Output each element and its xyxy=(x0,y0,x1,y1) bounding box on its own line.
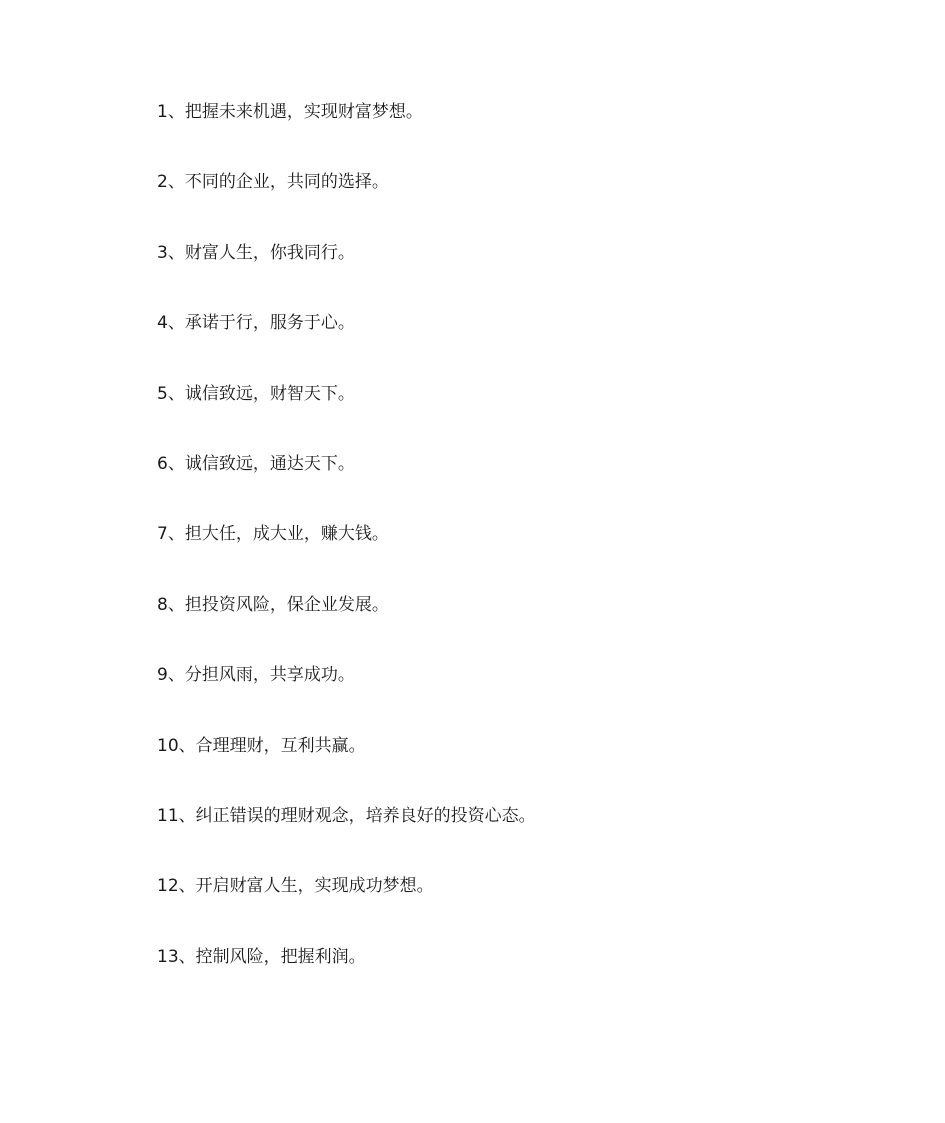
slogan-item-9: 9、分担风雨，共享成功。 xyxy=(157,665,355,686)
slogan-list xyxy=(157,99,536,1014)
slogan-item-2: 2、不同的企业，共同的选择。 xyxy=(157,172,389,193)
slogan-item-12: 12、开启财富人生，实现成功梦想。 xyxy=(157,876,434,897)
slogan-item-7: 7、担大任，成大业，赚大钱。 xyxy=(157,524,389,545)
slogan-item-4: 4、承诺于行，服务于心。 xyxy=(157,313,355,334)
slogan-item-5: 5、诚信致远，财智天下。 xyxy=(157,383,355,404)
slogan-item-10: 10、合理理财，互利共赢。 xyxy=(157,735,366,756)
slogan-item-3: 3、财富人生，你我同行。 xyxy=(157,242,355,263)
slogan-item-8: 8、担投资风险，保企业发展。 xyxy=(157,594,389,615)
slogan-item-11: 11、纠正错误的理财观念，培养良好的投资心态。 xyxy=(157,805,536,826)
slogan-item-1: 1、把握未来机遇，实现财富梦想。 xyxy=(157,102,423,122)
slogan-item-6: 6、诚信致远，通达天下。 xyxy=(157,453,355,474)
slogan-item-13: 13、控制风险，把握利润。 xyxy=(157,946,366,967)
